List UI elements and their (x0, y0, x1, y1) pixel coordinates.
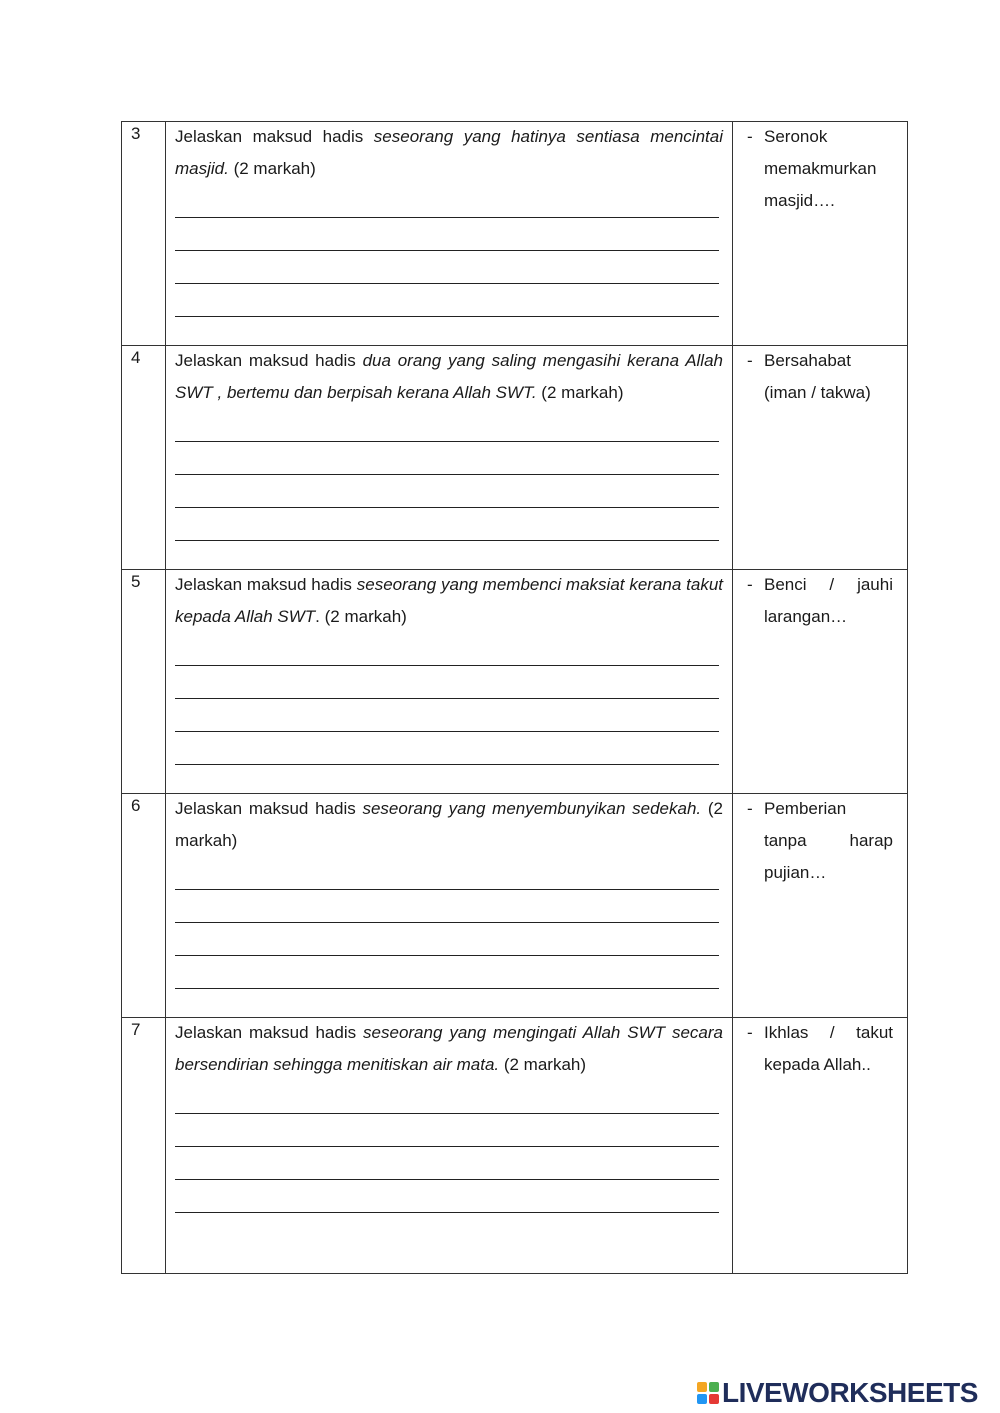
answer-line[interactable] (175, 409, 719, 442)
liveworksheets-brand (697, 1378, 978, 1408)
question-text (175, 569, 723, 633)
answer-key: Ikhlas / takut kepada Allah.. (764, 1023, 893, 1074)
answer-key: Pemberian tanpa harap pujian… (764, 799, 893, 882)
question-text (175, 793, 723, 857)
answer-cell (733, 1018, 908, 1274)
answer-key: Bersahabat (iman / takwa) (764, 351, 871, 402)
bullet-dash: - (747, 1023, 753, 1042)
answer-line[interactable] (175, 666, 719, 699)
question-hadith: dua orang yang saling mengasihi kerana Allah SWT , bertemu dan berpisah kerana Allah SWT. (175, 351, 723, 402)
bullet-dash: - (747, 575, 753, 594)
liveworksheets-logo-icon (697, 1382, 719, 1404)
question-cell (166, 122, 733, 346)
question-cell (166, 794, 733, 1018)
bullet-dash: - (747, 127, 753, 146)
question-cell (166, 346, 733, 570)
answer-cell (733, 122, 908, 346)
question-hadith: seseorang yang hatinya sentiasa mencintai masjid. (175, 127, 723, 178)
bullet-dash: - (747, 351, 753, 370)
answer-line[interactable] (175, 442, 719, 475)
logo-square-red (709, 1394, 719, 1404)
answer-line[interactable] (175, 284, 719, 317)
question-row-3 (122, 122, 908, 346)
question-number: 7 (122, 1018, 166, 1274)
question-prefix: Jelaskan maksud hadis (175, 351, 363, 370)
question-prefix: Jelaskan maksud hadis (175, 1023, 364, 1042)
answer-line[interactable] (175, 857, 719, 890)
question-marks: (2 markah) (228, 159, 316, 178)
logo-square-blue (697, 1394, 707, 1404)
answer-line[interactable] (175, 956, 719, 989)
answer-line[interactable] (175, 699, 719, 732)
logo-square-green (709, 1382, 719, 1392)
answer-line[interactable] (175, 732, 719, 765)
answer-line[interactable] (175, 923, 719, 956)
question-row-6 (122, 794, 908, 1018)
question-cell (166, 570, 733, 794)
question-marks: (2 markah) (499, 1055, 587, 1074)
answer-key: Benci / jauhi larangan… (764, 575, 893, 626)
question-row-5 (122, 570, 908, 794)
answer-cell (733, 346, 908, 570)
question-hadith: seseorang yang membenci maksiat kerana takut kepada Allah SWT (175, 575, 723, 626)
question-number: 4 (122, 346, 166, 570)
question-number: 5 (122, 570, 166, 794)
answer-line[interactable] (175, 890, 719, 923)
logo-square-yellow (697, 1382, 707, 1392)
answer-cell (733, 794, 908, 1018)
answer-line[interactable] (175, 1147, 719, 1180)
answer-line[interactable] (175, 508, 719, 541)
question-hadith: seseorang yang mengingati Allah SWT secara bersendirian sehingga menitiskan air mata. (175, 1023, 724, 1074)
answer-line[interactable] (175, 218, 719, 251)
answer-line[interactable] (175, 633, 719, 666)
question-number: 3 (122, 122, 166, 346)
question-cell (166, 1018, 733, 1274)
answer-line[interactable] (175, 1114, 719, 1147)
question-row-4 (122, 346, 908, 570)
question-text (175, 121, 723, 185)
answer-line[interactable] (175, 251, 719, 284)
question-text (175, 345, 723, 409)
question-prefix: Jelaskan maksud hadis (175, 127, 374, 146)
answer-cell (733, 570, 908, 794)
question-prefix: Jelaskan maksud hadis (175, 799, 363, 818)
answer-line[interactable] (175, 1081, 719, 1114)
answer-line[interactable] (175, 185, 719, 218)
question-hadith: seseorang yang menyembunyikan sedekah. (362, 799, 702, 818)
question-marks: (2 markah) (536, 383, 624, 402)
answer-key: Seronok memakmurkan masjid…. (764, 127, 877, 210)
answer-line[interactable] (175, 1180, 719, 1213)
question-marks: (2 markah) (175, 799, 724, 850)
question-marks: . (2 markah) (315, 607, 407, 626)
question-prefix: Jelaskan maksud hadis (175, 575, 357, 594)
question-text (175, 1017, 723, 1081)
brand-name: LIVEWORKSHEETS (722, 1377, 978, 1408)
worksheet-table (121, 121, 908, 1274)
question-number: 6 (122, 794, 166, 1018)
bullet-dash: - (747, 799, 753, 818)
answer-line[interactable] (175, 475, 719, 508)
question-row-7 (122, 1018, 908, 1274)
